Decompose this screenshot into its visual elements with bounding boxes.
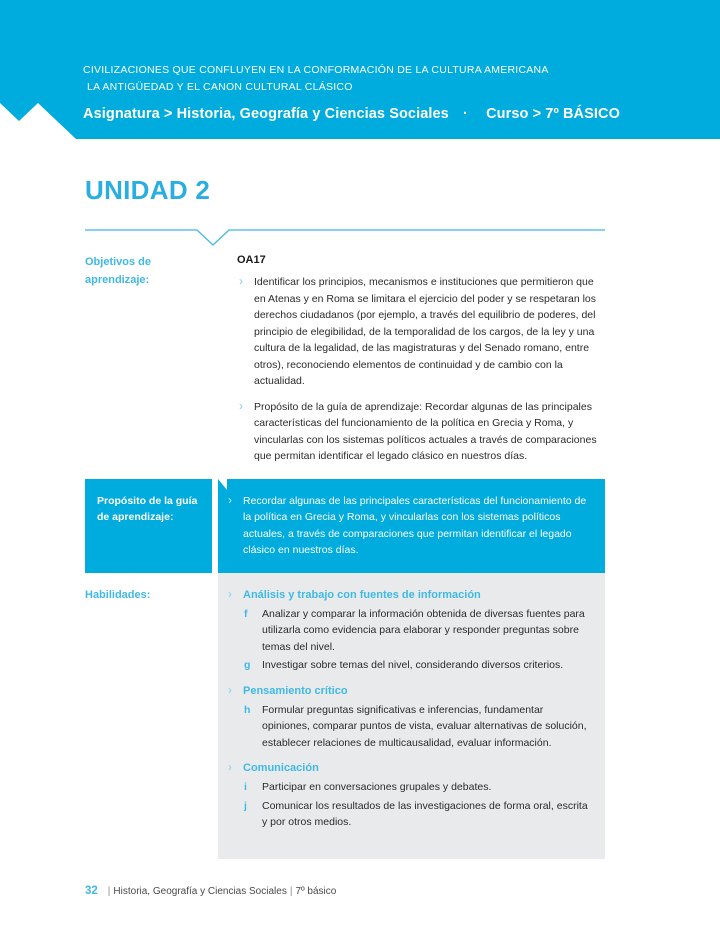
course-label: Curso > — [486, 106, 542, 122]
skill-item-list — [222, 606, 593, 674]
skill-group — [222, 759, 593, 831]
row-proposito-guia — [85, 479, 605, 573]
item-text: Investigar sobre temas del nivel, considerando diversos criterios. — [262, 659, 564, 671]
header-eyebrow-line-1: CIVILIZACIONES QUE CONFLUYEN EN LA CONFORMACIÓN DE LA CULTURA AMERICANA — [83, 64, 549, 76]
subject-value: Historia, Geografía y Ciencias Sociales — [176, 106, 449, 122]
subject-label: Asignatura > — [83, 106, 173, 122]
objetivos-label-line-2: aprendizaje: — [85, 273, 150, 286]
row-objetivos-aprendizaje — [85, 252, 605, 465]
item-letter: i — [244, 781, 247, 793]
proposito-label-line-1: Propósito de la guía — [97, 494, 198, 507]
course-value: 7º BÁSICO — [545, 106, 620, 122]
proposito-label-line-2: de aprendizaje: — [97, 510, 174, 523]
header-triangle-notch — [0, 103, 76, 139]
footer-level: 7º básico — [295, 886, 337, 897]
footer-bar-2: | — [289, 886, 293, 897]
objetivos-content — [212, 252, 605, 465]
header-eyebrow-line-2: LA ANTIGÜEDAD Y EL CANON CULTURAL CLÁSICO — [87, 81, 353, 93]
list-item — [222, 779, 593, 796]
proposito-label — [85, 479, 212, 573]
unit-title: UNIDAD 2 — [85, 175, 211, 205]
item-letter: f — [244, 607, 248, 620]
habilidades-panel — [218, 573, 605, 859]
divider-with-dip-icon — [85, 228, 605, 254]
item-letter: j — [244, 799, 247, 812]
item-text: Analizar y comparar la información obtenida de diversas fuentes para utilizarla como evidencia para elaborar y responder preguntas sobre temas del nivel. — [262, 607, 585, 653]
item-letter: h — [244, 703, 251, 716]
header-separator-dot: · — [462, 106, 468, 122]
skill-group-heading: › Comunicación — [222, 759, 593, 777]
list-item: › Recordar algunas de las principales características del funcionamiento de la política en Grecia y Roma, y vincularlas con los sistemas políticos actuales, a través de comparaciones que permitan identificar el legado clásico en nuestros días. — [222, 493, 593, 559]
skill-item-list — [222, 779, 593, 831]
objetivos-label — [85, 252, 212, 465]
list-item — [222, 798, 593, 831]
proposito-list — [222, 493, 593, 559]
list-item: › Identificar los principios, mecanismos e instituciones que permitieron que en Atenas y en Roma se limitara el ejercicio del poder y se respetaran los derechos ciudadanos (por ejemplo, a través del equilibrio de poderes, del principio de elegibilidad, de la temporalidad de los cargos, de la ley y una cultura de la legalidad, de las magistraturas y del Senado romano, entre otros), reconociendo elementos de continuidad y de cambio con la actualidad. — [237, 274, 605, 390]
row-habilidades — [85, 573, 605, 859]
skill-item-list — [222, 702, 593, 752]
header-text-block — [83, 62, 700, 122]
list-item: › Propósito de la guía de aprendizaje: Recordar algunas de las principales características del funcionamiento de la política en Grecia y Roma, y vincularlas con los sistemas políticos actuales a través de comparaciones que permitan identificar el legado clásico en nuestros días. — [237, 399, 605, 465]
page-footer — [85, 885, 336, 897]
proposito-notch-right — [218, 479, 227, 490]
skill-group — [222, 682, 593, 752]
objetivos-list — [237, 274, 605, 465]
oa-code: OA17 — [237, 254, 266, 266]
proposito-content — [218, 479, 605, 573]
footer-subject: Historia, Geografía y Ciencias Sociales — [113, 886, 287, 897]
list-item — [222, 702, 593, 752]
item-text: Comunicar los resultados de las investigaciones de forma oral, escrita y por otros medios. — [262, 799, 588, 828]
habilidades-label: Habilidades: — [85, 573, 212, 859]
item-letter: g — [244, 659, 251, 671]
item-text: Participar en conversaciones grupales y debates. — [262, 781, 492, 793]
objetivos-label-line-1: Objetivos de — [85, 256, 152, 268]
skill-group-heading: › Pensamiento crítico — [222, 682, 593, 700]
footer-bar-1: | — [107, 886, 111, 897]
section-divider-rule — [85, 228, 605, 254]
item-text: Formular preguntas significativas e inferencias, fundamentar opiniones, comparar puntos de vista, evaluar alternativas de solución, establecer relaciones de multicausalidad, evaluar información. — [262, 703, 587, 749]
skill-group-heading: › Análisis y trabajo con fuentes de información — [222, 586, 593, 604]
list-item — [222, 657, 593, 674]
list-item — [222, 606, 593, 656]
page-number: 32 — [85, 885, 98, 897]
page-header-band — [0, 0, 720, 139]
skill-group — [222, 586, 593, 674]
unit-spec-table — [85, 252, 605, 859]
header-course-line — [83, 106, 700, 122]
